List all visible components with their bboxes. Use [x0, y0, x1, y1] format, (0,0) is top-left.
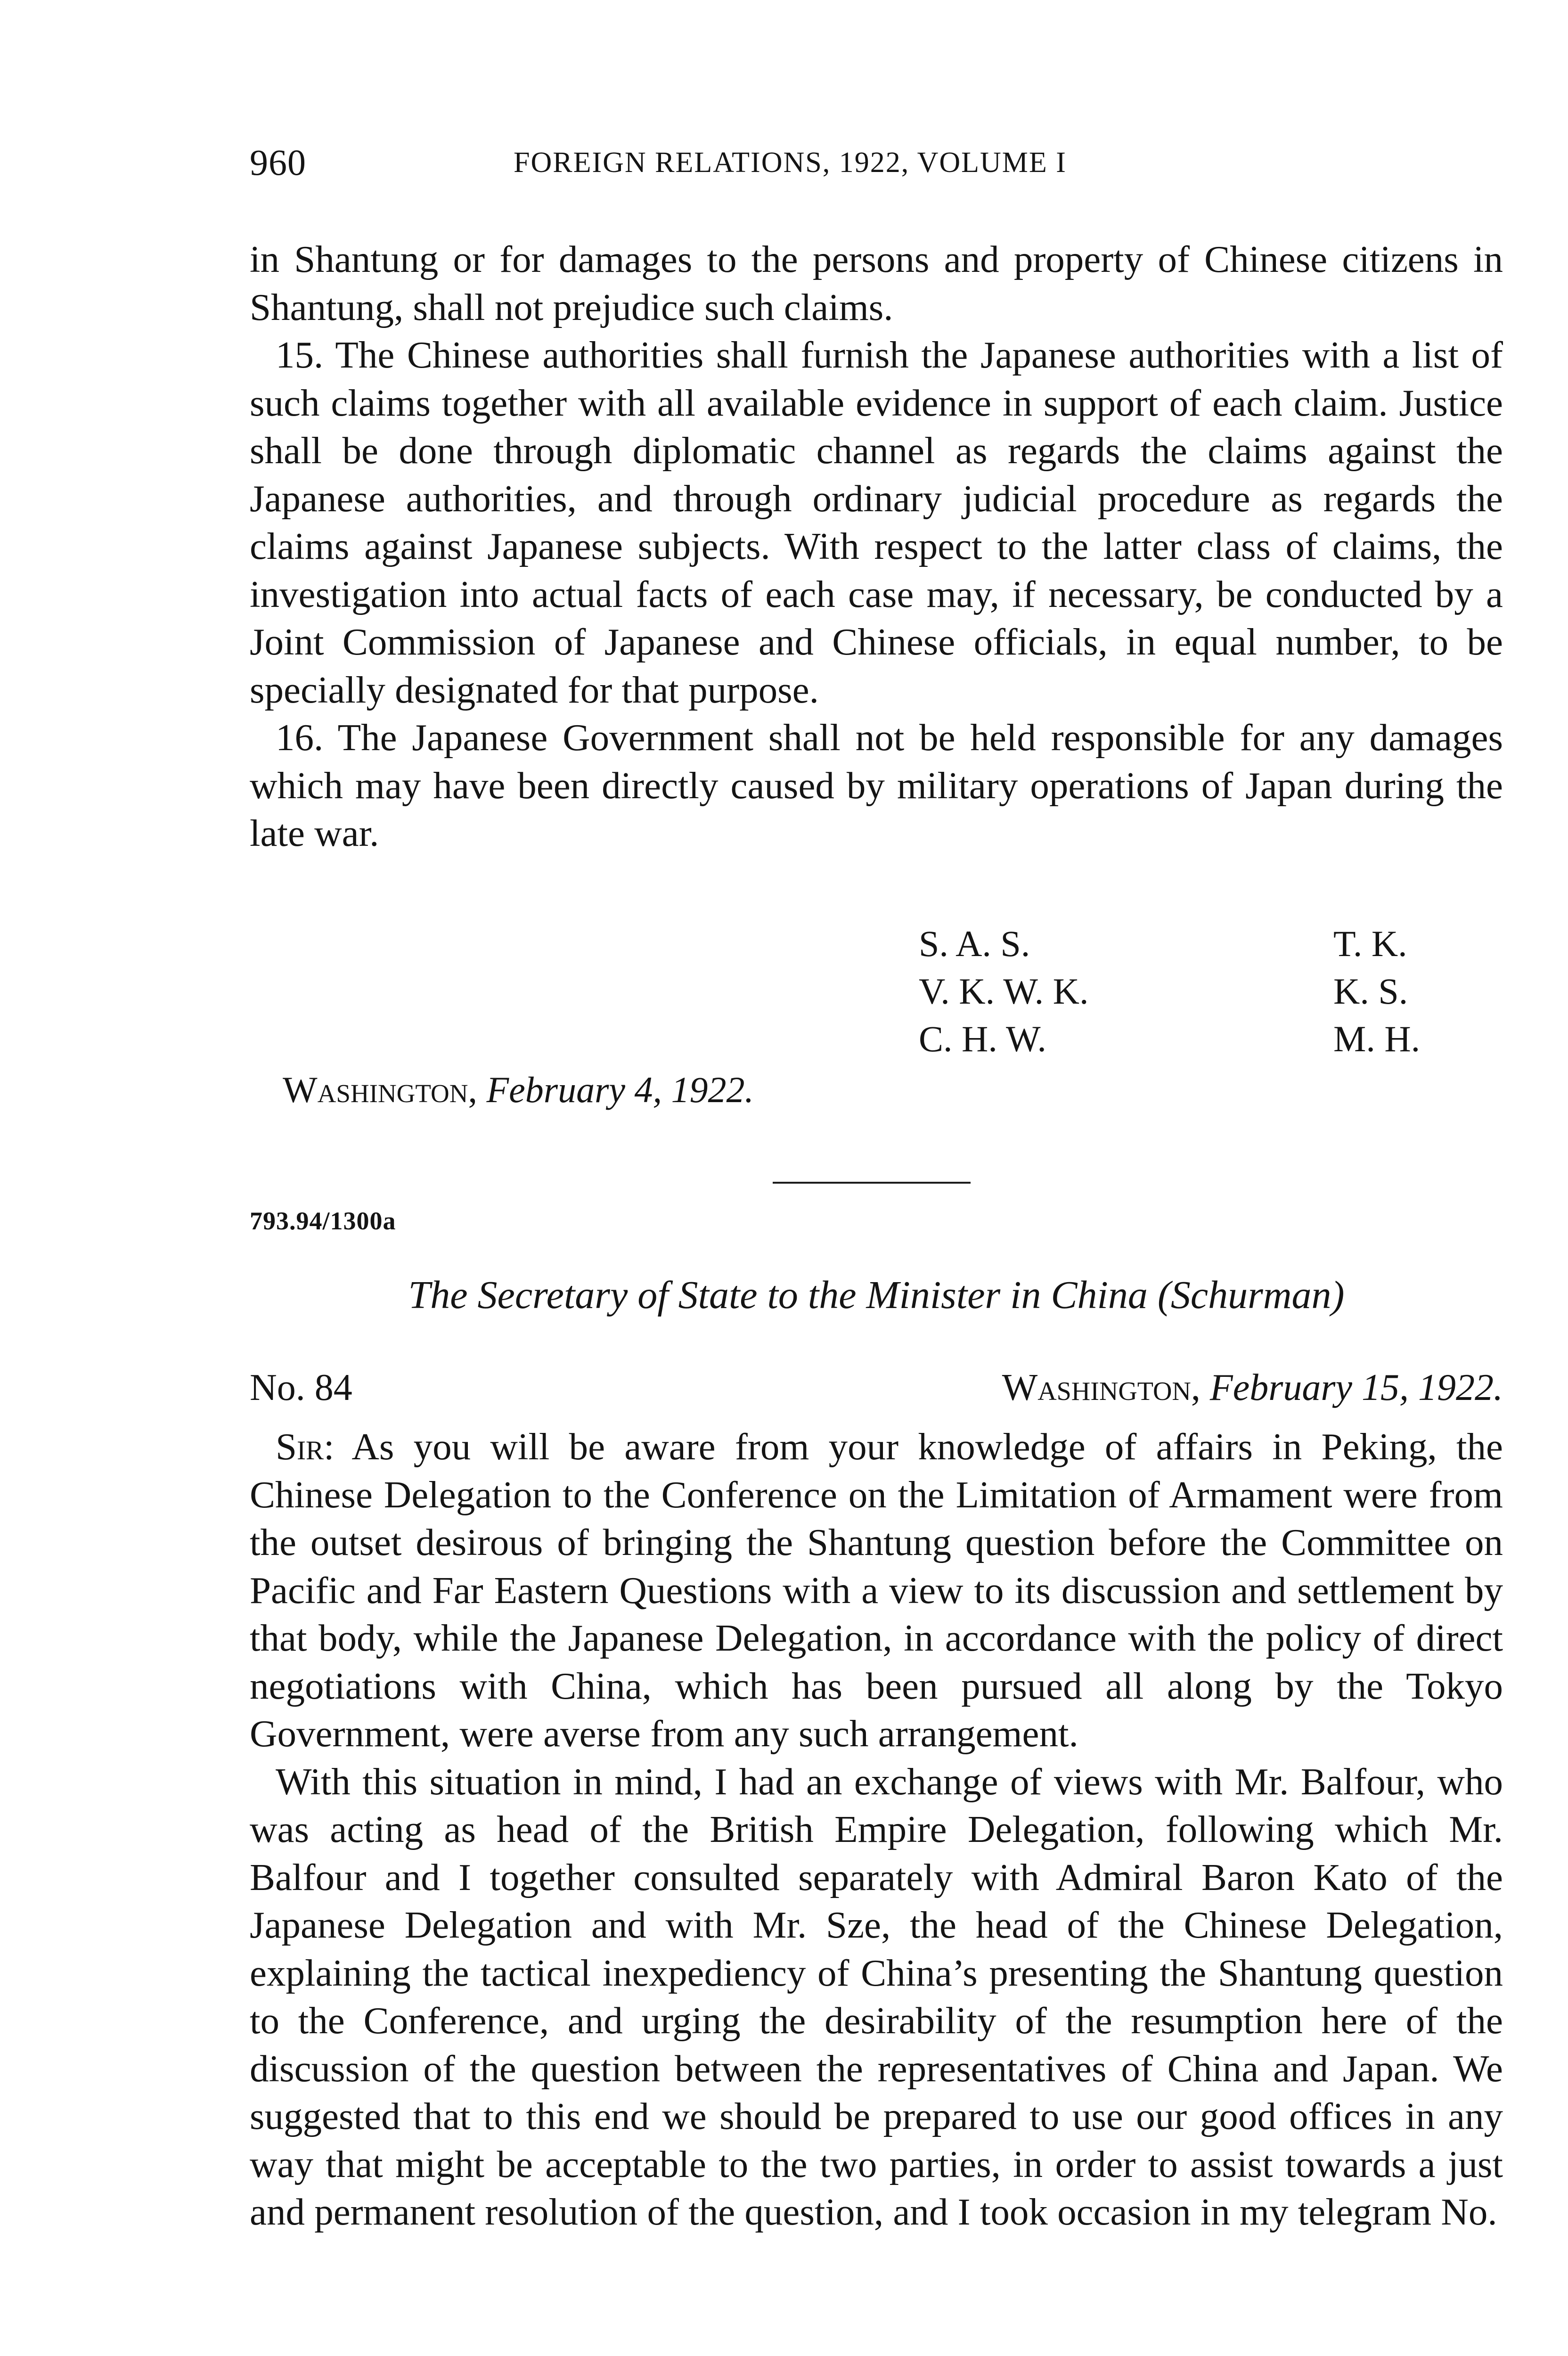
dateline-first	[283, 1069, 754, 1111]
initials-line: K. S.	[1333, 971, 1408, 1012]
signatures-left	[919, 920, 1088, 1063]
letter-body	[250, 1423, 1503, 2236]
dateline-date: February 15, 1922.	[1209, 1367, 1503, 1408]
page-header	[250, 141, 1512, 193]
dateline-place: Washington,	[1002, 1367, 1200, 1408]
document-title: The Secretary of State to the Minister in China (Schurman)	[408, 1273, 1345, 1317]
letter-paragraph-1-text: As you will be aware from your knowledge of affairs in Peking, the Chinese Delegation to the Conference on the Limitation of Armament were from the outset desirous of bringing the Shantung question before the Committee on Pacific and Far Eastern Questions with a view to its discussion and settlement by that body, while the Japanese Delegation, in accordance with the policy of direct negotiations with China, which has been pursued all along by the Tokyo Government, were averse from any such arrangement.	[250, 1425, 1503, 1755]
dateline-date: February 4, 1922.	[486, 1069, 754, 1110]
initials-line: T. K.	[1333, 923, 1407, 964]
letter-paragraph-2: With this situation in mind, I had an exchange of views with Mr. Balfour, who was acting as head of the British Empire Delegation, following which Mr. Balfour and I together consulted separately with Admiral Baron Kato of the Japanese Delegation and with Mr. Sze, the head of the Chinese Delegation, explaining the tactical inexpediency of China’s presenting the Shantung question to the Conference, and urging the desirability of the resumption here of the discussion of the question between the representatives of China and Japan. We suggested that to this end we should be prepared to use our good offices in any way that might be acceptable to the two parties, in order to assist towards a just and permanent resolution of the question, and I took occasion in my telegram No.	[250, 1760, 1503, 2233]
running-title: FOREIGN RELATIONS, 1922, VOLUME I	[514, 147, 1067, 179]
file-number: 793.94/1300a	[250, 1207, 396, 1235]
letter-paragraph-1	[250, 1423, 1503, 1758]
initials-line: C. H. W.	[919, 1018, 1046, 1059]
article-15-paragraph: 15. The Chinese authorities shall furnish the Japanese authorities with a list of such claims together with all available evidence in support of each claim. Justice shall be done through diplomatic channel as regards the claims against the Japanese authorities, and through ordinary judicial procedure as regards the claims against Japanese subjects. With respect to the latter class of claims, the investigation into actual facts of each case may, if necessary, be conducted by a Joint Commission of Japanese and Chinese officials, in equal number, to be specially designated for that purpose.	[250, 334, 1503, 711]
continuation-paragraph: in Shantung or for damages to the persons and property of Chinese citizens in Shantung, shall not prejudice such claims.	[250, 238, 1503, 328]
document-number: No. 84	[250, 1367, 352, 1408]
page-number: 960	[250, 142, 306, 183]
article-16-paragraph: 16. The Japanese Government shall not be held responsible for any damages which may have been directly caused by military operations of Japan during the late war.	[250, 716, 1503, 854]
upper-body-text	[250, 236, 1503, 858]
salutation: Sir:	[276, 1425, 335, 1468]
dateline-place: Washington,	[283, 1069, 477, 1110]
initials-line: V. K. W. K.	[919, 971, 1089, 1012]
initials-line: M. H.	[1333, 1018, 1421, 1059]
dateline-second	[1002, 1366, 1503, 1409]
signatures-right	[1333, 920, 1420, 1063]
section-divider	[773, 1182, 971, 1184]
initials-line: S. A. S.	[919, 923, 1030, 964]
